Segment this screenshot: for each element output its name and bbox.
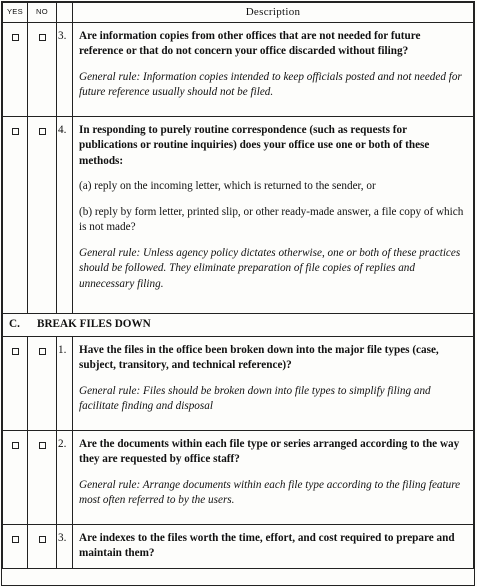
yes-checkbox[interactable]	[12, 348, 19, 355]
item-question: In responding to purely routine correspondence (such as requests for publications or routine inquiries) does your office use one or both of these methods:	[79, 124, 430, 167]
yes-checkbox[interactable]	[12, 34, 19, 41]
item-description	[73, 23, 474, 117]
no-checkbox[interactable]	[39, 128, 46, 135]
yes-checkbox[interactable]	[12, 128, 19, 135]
yes-checkbox[interactable]	[12, 442, 19, 449]
item-question: Are the documents within each file type or series arranged according to the way they are requested by office staff?	[79, 438, 460, 466]
general-rule: General rule: Arrange documents within each file type according to the filing feature most often referred to by the users.	[79, 478, 461, 507]
option-b: (b) reply by form letter, printed slip, or other ready-made answer, a file copy of which is not made?	[79, 205, 464, 234]
item-number: 1.	[57, 337, 73, 431]
no-checkbox[interactable]	[39, 536, 46, 543]
option-a: (a) reply on the incoming letter, which is returned to the sender, or	[79, 180, 376, 193]
item-number: 4.	[57, 117, 73, 314]
item-number: 3.	[57, 525, 73, 569]
checklist-row	[3, 431, 474, 525]
item-description	[73, 525, 474, 569]
checklist-row	[3, 337, 474, 431]
no-column-header: NO	[28, 3, 57, 23]
item-number: 2.	[57, 431, 73, 525]
item-question: Are information copies from other offices that are not needed for future reference or that do not concern your office discarded without filing?	[79, 30, 421, 58]
general-rule: General rule: Information copies intended to keep officials posted and not needed for future reference usually should not be filed.	[79, 70, 462, 99]
number-column-header	[57, 3, 73, 23]
checklist-row	[3, 117, 474, 314]
checklist-table	[2, 2, 474, 569]
general-rule: General rule: Unless agency policy dictates otherwise, one or both of these practices should be followed. They eliminate preparation of file copies of replies and unnecessary filing.	[79, 246, 461, 290]
item-description	[73, 337, 474, 431]
section-title: BREAK FILES DOWN	[37, 318, 151, 331]
section-header-row	[3, 314, 474, 337]
checklist-row	[3, 525, 474, 569]
no-checkbox[interactable]	[39, 348, 46, 355]
item-description	[73, 431, 474, 525]
no-checkbox[interactable]	[39, 34, 46, 41]
no-checkbox[interactable]	[39, 442, 46, 449]
item-number: 3.	[57, 23, 73, 117]
general-rule: General rule: Files should be broken down into file types to simplify filing and facilitate finding and disposal	[79, 384, 431, 413]
description-column-header: Description	[73, 3, 474, 23]
section-heading	[3, 314, 474, 337]
section-letter: C.	[9, 318, 20, 331]
item-description	[73, 117, 474, 314]
yes-column-header: YES	[3, 3, 28, 23]
table-header-row	[3, 3, 474, 23]
checklist-page	[1, 1, 475, 586]
item-question: Are indexes to the files worth the time, effort, and cost required to prepare and maintain them?	[79, 532, 455, 560]
yes-checkbox[interactable]	[12, 536, 19, 543]
item-question: Have the files in the office been broken down into the major file types (case, subject, transitory, and technical reference)?	[79, 344, 439, 372]
checklist-row	[3, 23, 474, 117]
